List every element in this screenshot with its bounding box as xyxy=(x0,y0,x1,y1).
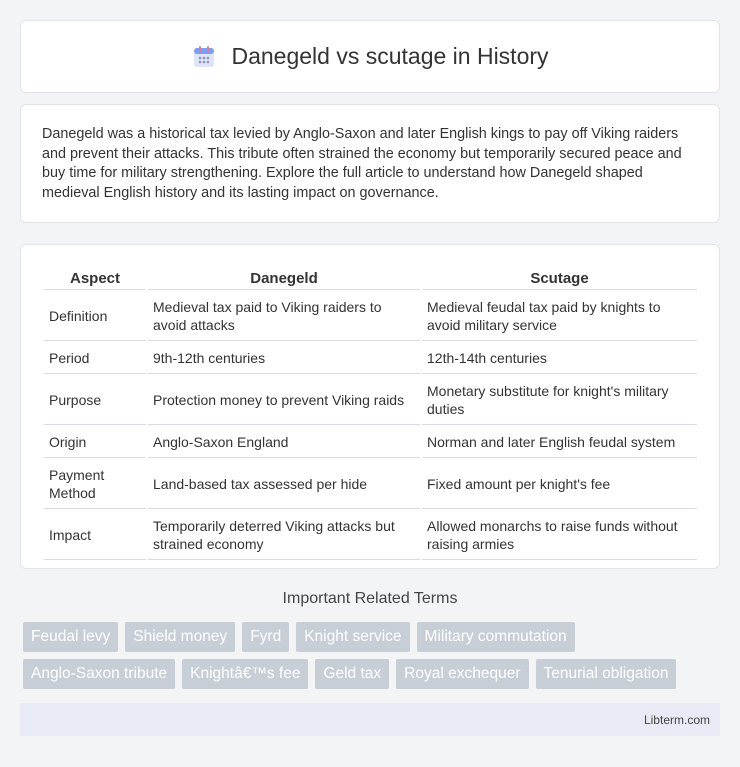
row-scutage: Medieval feudal tax paid by knights to avoid military service xyxy=(422,292,697,341)
row-danegeld: Medieval tax paid to Viking raiders to avoid attacks xyxy=(148,292,420,341)
table-header-row xyxy=(44,267,697,290)
table-row xyxy=(44,460,697,509)
comparison-table xyxy=(42,265,699,562)
header-aspect: Aspect xyxy=(44,267,146,290)
tag-royal-exchequer[interactable]: Royal exchequer xyxy=(396,659,528,689)
page-title: Danegeld vs scutage in History xyxy=(231,43,549,69)
related-terms-heading: Important Related Terms xyxy=(282,590,458,607)
tag-tenurial-obligation[interactable]: Tenurial obligation xyxy=(536,659,677,689)
header-scutage: Scutage xyxy=(422,267,697,290)
title-card xyxy=(20,20,720,93)
row-scutage: Monetary substitute for knight's military duties xyxy=(422,376,697,425)
table-row xyxy=(44,292,697,341)
row-aspect: Period xyxy=(44,343,146,374)
row-aspect: Origin xyxy=(44,427,146,458)
table-row xyxy=(44,343,697,374)
tag-feudal-levy[interactable]: Feudal levy xyxy=(23,622,118,652)
row-scutage: Allowed monarchs to raise funds without raising armies xyxy=(422,511,697,560)
header-danegeld: Danegeld xyxy=(148,267,420,290)
tag-row xyxy=(23,622,723,652)
table-row xyxy=(44,511,697,560)
tag-knight-service[interactable]: Knight service xyxy=(296,622,409,652)
row-danegeld: Land-based tax assessed per hide xyxy=(148,460,420,509)
intro-card xyxy=(20,104,720,223)
row-aspect: Payment Method xyxy=(44,460,146,509)
calendar-icon xyxy=(191,44,217,70)
row-danegeld: Protection money to prevent Viking raids xyxy=(148,376,420,425)
table-row xyxy=(44,427,697,458)
row-danegeld: Temporarily deterred Viking attacks but strained economy xyxy=(148,511,420,560)
footer xyxy=(20,703,720,736)
tag-shield-money[interactable]: Shield money xyxy=(125,622,235,652)
tag-military-commutation[interactable]: Military commutation xyxy=(417,622,575,652)
intro-text: Danegeld was a historical tax levied by Anglo-Saxon and later English kings to pay off Viking raiders and prevent their attacks. This tribute often strained the economy but temporarily secured peace and buy time for military strengthening. Explore the full article to understand how Danegeld shaped medieval English history and its lasting impact on governance. xyxy=(42,126,682,201)
row-aspect: Impact xyxy=(44,511,146,560)
footer-site-link[interactable]: Libterm.com xyxy=(643,712,710,727)
row-aspect: Purpose xyxy=(44,376,146,425)
row-aspect: Definition xyxy=(44,292,146,341)
tag-geld-tax[interactable]: Geld tax xyxy=(315,659,389,689)
row-scutage: Norman and later English feudal system xyxy=(422,427,697,458)
tag-fyrd[interactable]: Fyrd xyxy=(242,622,289,652)
row-danegeld: 9th-12th centuries xyxy=(148,343,420,374)
tag-row xyxy=(23,659,723,689)
table-row xyxy=(44,376,697,425)
row-danegeld: Anglo-Saxon England xyxy=(148,427,420,458)
row-scutage: 12th-14th centuries xyxy=(422,343,697,374)
row-scutage: Fixed amount per knight's fee xyxy=(422,460,697,509)
tag-knights-fee[interactable]: Knightâ€™s fee xyxy=(182,659,308,689)
comparison-table-card xyxy=(20,244,720,569)
tag-anglo-saxon-tribute[interactable]: Anglo-Saxon tribute xyxy=(23,659,175,689)
related-terms xyxy=(23,622,723,696)
